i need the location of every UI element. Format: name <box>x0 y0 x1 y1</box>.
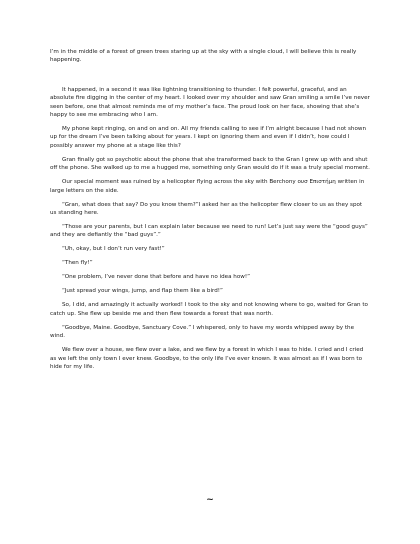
paragraph-opening: I’m in the middle of a forest of green trees staring up at the sky with a single cloud, I will believe this is really happening. <box>50 49 357 64</box>
paragraph: “Uh, okay, but I don’t run very fast!” <box>62 246 165 253</box>
paragraph: “Then fly!” <box>62 260 93 267</box>
paragraph: We flew over a house, we flew over a lake, and we flew by a forest in which I was to hide. I cried and I cried as we left the only town I ever knew. Goodbye, to the only life I’ve ever known. It was almost as if I was born to hide for my life. <box>50 347 364 371</box>
document-body <box>50 48 370 377</box>
paragraph: “Gran, what does that say? Do you know them?”I asked her as the helicopter flew closer to us as they spot us standing here. <box>50 201 363 217</box>
section-ornament: ~ <box>206 495 214 505</box>
paragraph: Our special moment was ruined by a helicopter flying across the sky with Berchony ουσ Επιστήμη written in large letters on the side. <box>50 179 365 194</box>
paragraph: It happened, in a second it was like lightning transitioning to thunder. I felt powerful, graceful, and an absolute fire digging in the center of my heart. I looked over my shoulder and saw Gran smiling a smile I’ve never seen before, one that almost reminds me of my mother’s face. The proud look on her face, showing that she’s happy to see me embracing who I am. <box>50 86 370 119</box>
paragraph: My phone kept ringing, on and on and on. All my friends calling to see if I’m alright because I had not shown up for the dream I’ve been talking about for years. I kept on ignoring them and even if I didn’t, how could I possibly answer my phone at a stage like this? <box>50 126 366 149</box>
paragraph: “One problem, I’ve never done that before and have no idea how!” <box>62 274 250 281</box>
paragraph: So, I did, and amazingly it actually worked! I took to the sky and not knowing where to go, waited for Gran to catch up. She flew up beside me and then flew towards a forest that was north. <box>50 302 368 317</box>
paragraph: Gran finally got so psychotic about the phone that she transformed back to the Gran I grew up with and shut off the phone. She walked up to me a hugged me, something only Gran would do if it was a truly special moment. <box>50 156 370 172</box>
paragraph: “Those are your parents, but I can explain later because we need to run! Let’s just say were the “good guys” and they are defiantly the “bad guys”.” <box>50 224 368 239</box>
paragraph: “Just spread your wings, jump, and flap them like a bird!” <box>62 288 223 295</box>
paragraph: “Goodbye, Maine. Goodbye, Sanctuary Cove.” I whispered, only to have my words whipped away by the wind. <box>50 324 355 340</box>
